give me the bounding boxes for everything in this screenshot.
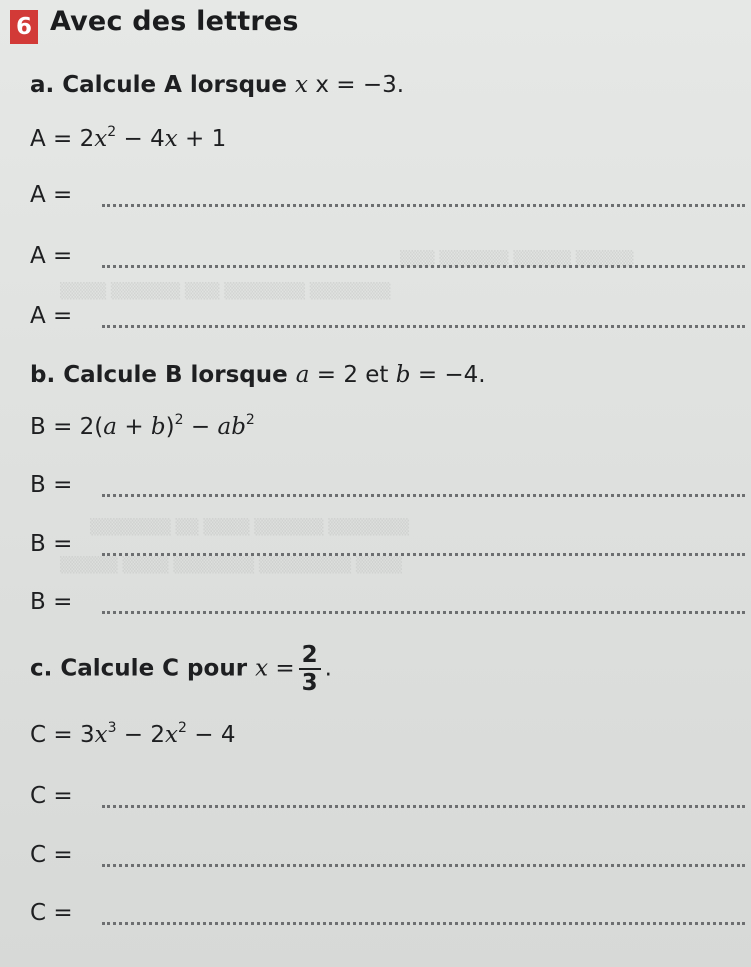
- answer-line-a2[interactable]: [30, 243, 745, 275]
- dotted-answer-field[interactable]: [102, 494, 745, 497]
- answer-label: B =: [30, 472, 73, 498]
- formula-b: $B = 2(a + b)^2 - ab^2$: [30, 412, 255, 440]
- answer-line-b1[interactable]: [30, 472, 745, 504]
- question-a-condition: x = −3.: [315, 72, 405, 98]
- answer-label: A =: [30, 303, 73, 329]
- exercise-number-badge: 6: [10, 10, 38, 44]
- answer-line-c1[interactable]: [30, 783, 745, 815]
- answer-label: B =: [30, 531, 73, 557]
- show-through-text: ▒▒▒▒▒▒▒ ▒▒ ▒▒▒▒ ▒▒▒▒▒▒ ▒▒▒▒▒▒▒: [90, 518, 409, 536]
- show-through-text: ▒▒▒▒▒ ▒▒▒▒ ▒▒▒▒▒▒▒ ▒▒▒▒▒▒▒▒ ▒▒▒▒: [60, 556, 403, 574]
- dotted-answer-field[interactable]: [102, 553, 745, 556]
- dotted-answer-field[interactable]: [102, 265, 745, 268]
- show-through-text: ▒▒▒▒ ▒▒▒▒▒▒ ▒▒▒ ▒▒▒▒▒▒▒ ▒▒▒▒▒▒▒: [60, 282, 391, 300]
- dotted-answer-field[interactable]: [102, 805, 745, 808]
- question-a: [30, 72, 404, 98]
- answer-line-c2[interactable]: [30, 842, 745, 874]
- dotted-answer-field[interactable]: [102, 864, 745, 867]
- answer-line-b3[interactable]: [30, 589, 745, 621]
- dotted-answer-field[interactable]: [102, 611, 745, 614]
- dotted-answer-field[interactable]: [102, 922, 745, 925]
- formula-c: $C = 3x^3 - 2x^2 - 4$: [30, 720, 236, 748]
- question-c: c. Calcule C pour x = $\frac{2}{3}$ .: [30, 642, 332, 696]
- answer-label: B =: [30, 589, 73, 615]
- answer-line-a1[interactable]: [30, 182, 745, 214]
- question-a-text: Calcule A lorsque: [62, 72, 288, 98]
- question-b: b. Calcule B lorsque a = 2 et b = −4.: [30, 362, 486, 388]
- question-a-label: a.: [30, 72, 55, 98]
- var-x: x: [295, 72, 309, 98]
- exercise-title: Avec des lettres: [50, 6, 299, 37]
- dotted-answer-field[interactable]: [102, 325, 745, 328]
- answer-label: C =: [30, 783, 73, 809]
- formula-a: $A = 2x^2 - 4x + 1$: [30, 124, 227, 152]
- fraction: $\frac{2}{3}$: [299, 642, 321, 696]
- show-through-text: ▒▒▒ ▒▒▒▒▒▒ ▒▒▒▒▒ ▒▒▒▒▒: [400, 250, 634, 268]
- answer-line-c3[interactable]: [30, 900, 745, 932]
- answer-label: A =: [30, 243, 73, 269]
- answer-line-b2[interactable]: [30, 531, 745, 563]
- answer-label: A =: [30, 182, 73, 208]
- answer-label: C =: [30, 900, 73, 926]
- dotted-answer-field[interactable]: [102, 204, 745, 207]
- answer-line-a3[interactable]: [30, 303, 745, 335]
- answer-label: C =: [30, 842, 73, 868]
